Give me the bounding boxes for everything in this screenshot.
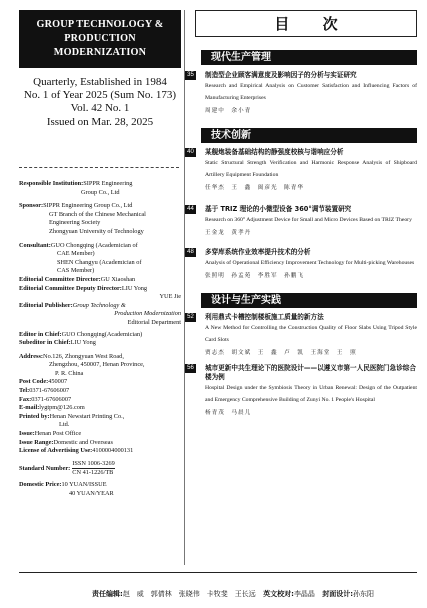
masthead-line-2: PRODUCTION MODERNIZATION — [53, 33, 147, 58]
article-title-en: Analysis of Operational Efficiency Improvement Technology for Multi-picking Warehouses — [205, 260, 415, 266]
footer-editor-label: 责任编辑: — [92, 590, 123, 598]
issue-date: Issued on Mar. 28, 2025 — [46, 115, 154, 128]
address-label: Address: — [19, 352, 44, 360]
sponsor-line-3: Engineering Society — [49, 219, 101, 227]
issue-value: Henan Post Office — [34, 430, 82, 438]
sponsor-label: Sponsor: — [19, 202, 44, 210]
page-number: 44 — [185, 205, 196, 214]
article-title-en: Static Structural Strength Verification and Harmonic Response Analysis of Shipboard Artillery Equipment Foundation — [205, 160, 417, 178]
standard-number-row — [19, 460, 181, 478]
article-title-en: A New Method for Controlling the Construction Quality of Floor Slabs Using Tripod Style Card Slots — [205, 325, 417, 343]
consultant-value: GUO Chongqing (Academician of — [50, 241, 138, 249]
editor-in-chief-label: Editor in Chief: — [19, 330, 62, 338]
fax-label: Fax: — [19, 395, 32, 403]
page-number: 56 — [185, 364, 196, 373]
issue-range-row — [19, 439, 181, 448]
page-number: 48 — [185, 248, 196, 257]
deputy-director-row — [19, 285, 181, 294]
article-title-zh: 利用鼎式卡槽控制楼板施工质量的新方法 — [205, 313, 324, 321]
article-title-en: Research on 360° Adjustment Device for Small and Micro Devices Based on TRIZ Theory — [205, 217, 412, 223]
page-number: 40 — [185, 148, 196, 157]
subeditor-label: Subeditor in Chief: — [19, 339, 71, 347]
address-line-2: Zhengzhou, 450007, Henan Province, — [49, 361, 145, 369]
deputy-director-label: Editorial Committee Deputy Director: — [19, 284, 122, 292]
consultant-line-2: CAE Member) — [57, 250, 95, 258]
article-title-zh: 城市更新中共生理论下的医院设计——以遵义市第一人民医院门急诊综合楼为例 — [205, 364, 416, 381]
editor-in-chief-value: GUO Chongqing(Academician) — [61, 330, 143, 338]
footer-cover-label: 封面设计: — [322, 590, 354, 598]
license-label: License of Advertising Use: — [19, 447, 93, 455]
responsible-label: Responsible Institution: — [19, 180, 84, 187]
publisher-label: Editorial Publisher: — [19, 301, 73, 309]
article-entry[interactable] — [187, 313, 417, 358]
footer-credits — [92, 589, 374, 599]
footer-rule — [19, 572, 417, 573]
editor-in-chief-row — [19, 331, 181, 340]
footer-proof-name: 李晶晶 — [293, 590, 315, 598]
issue-number: No. 1 of Year 2025 (Sum No. 173) — [23, 89, 177, 102]
post-code-row — [19, 378, 181, 387]
column-divider — [184, 10, 185, 565]
article-entry[interactable] — [187, 205, 417, 238]
standard-number-values — [72, 460, 115, 478]
domestic-price-value-2: 40 YUAN/YEAR — [69, 489, 114, 497]
contents-column — [187, 10, 417, 565]
tel-label: Tel: — [19, 387, 30, 395]
article-entry[interactable] — [187, 248, 417, 281]
standard-number-label: Standard Number: — [19, 464, 71, 472]
article-entry[interactable] — [187, 148, 417, 193]
issue-frequency: Quarterly, Established in 1984 — [33, 76, 167, 88]
footer-editor-names: 赵 威 郭倩林 张晓伟 卡牧斐 王长远 — [122, 590, 256, 598]
domestic-price-value: 10 YUAN/ISSUE — [61, 481, 107, 488]
editorial-director-label: Editorial Committee Director: — [19, 275, 101, 283]
consultant-line-4: CAS Member) — [57, 267, 95, 275]
printed-by-line-2: Ltd. — [59, 421, 70, 429]
tel-value: 0371-67606007 — [29, 387, 70, 395]
consultant-line-3: SHEN Changyu (Academician of — [57, 258, 142, 266]
email-label: E-mail: — [19, 404, 40, 412]
tel-row — [19, 387, 181, 396]
printed-by-label: Printed by: — [19, 412, 50, 420]
footer-proof-label: 英文校对: — [263, 590, 294, 598]
email-row — [19, 404, 181, 413]
printed-by-row — [19, 413, 181, 422]
page-number: 52 — [185, 313, 196, 322]
post-code-label: Post Code: — [19, 378, 49, 386]
address-row — [19, 353, 181, 362]
article-entry[interactable] — [187, 364, 417, 418]
section-header-technology-innovation: 技术创新 — [201, 128, 417, 143]
article-authors: 张照明 孙孟苑 李胜军 孙鹏飞 — [205, 273, 304, 279]
domestic-price-row — [19, 481, 181, 490]
publisher-row — [19, 302, 181, 311]
article-authors: 王金龙 黄孝丹 — [205, 230, 252, 236]
article-entry[interactable] — [187, 71, 417, 116]
dashed-divider — [19, 167, 179, 168]
section-header-modern-production-management: 现代生产管理 — [201, 50, 417, 65]
license-value: 4100004000131 — [92, 447, 134, 455]
publisher-line-3: Editorial Department — [127, 318, 181, 326]
printed-by-value: Henan Newstart Printing Co., — [49, 412, 125, 420]
sponsor-line-4: Zhongyuan University of Technology — [49, 227, 144, 235]
section-header-design-and-production-practice: 设计与生产实践 — [201, 293, 417, 308]
article-title-zh: 多穿库系统作业效率提升技术的分析 — [205, 248, 311, 256]
article-title-zh: 基于 TRIZ 理论的小微型设备 360°调节装置研究 — [205, 205, 352, 213]
article-title-zh: 某舰炮装备基础结构的静强度校核与谐响应分析 — [205, 148, 344, 156]
responsible-row — [19, 180, 181, 189]
issn-value: ISSN 1006-3269 — [72, 460, 115, 470]
issue-row — [19, 430, 181, 439]
deputy-director-value: LIU Yong — [121, 284, 148, 292]
issue-volume: Vol. 42 No. 1 — [70, 102, 130, 115]
sponsor-row — [19, 202, 181, 211]
article-authors: 周建中 余小青 — [205, 108, 252, 114]
sponsor-value: SIPPR Engineering Group Co., Ltd — [43, 202, 133, 210]
license-row — [19, 447, 181, 456]
deputy-director-value-2: YUE Jie — [159, 293, 181, 301]
issue-block — [19, 76, 181, 129]
article-title-en: Research and Empirical Analysis on Customer Satisfaction and Influencing Factors of Manufacturing Enterprises — [205, 83, 417, 101]
footer-cover-name: 孙东阳 — [353, 590, 375, 598]
masthead-line-1: GROUP TECHNOLOGY & — [36, 19, 164, 30]
article-authors: 杨青茂 马晨儿 — [205, 410, 252, 416]
article-title-en: Hospital Design under the Symbiosis Theory in Urban Renewal: Design of the Outpatient and Emergency Comprehensive Building of Zunyi No. 1 People's Hospital — [205, 385, 417, 403]
responsible-value: SIPPR Engineering — [83, 180, 133, 187]
domestic-price-label: Domestic Price: — [19, 481, 62, 488]
page-number: 35 — [185, 71, 196, 80]
issue-label: Issue: — [19, 430, 35, 438]
publisher-value: Group Technology & — [72, 301, 126, 309]
address-line-3: P. R. China — [55, 369, 84, 377]
contents-title: 目 次 — [195, 10, 417, 37]
article-title-zh: 制造型企业顾客满意度及影响因子的分析与实证研究 — [205, 71, 357, 79]
subeditor-row — [19, 339, 181, 348]
fax-row — [19, 396, 181, 405]
issue-range-value: Domestic and Overseas — [53, 438, 113, 446]
editorial-director-value: GU Xiaoshan — [100, 275, 136, 283]
cn-value: CN 41-1226/TB — [72, 469, 114, 477]
email-value: lygtpm@126.com — [39, 404, 85, 412]
masthead-column — [19, 10, 181, 565]
address-value: No.126, Zhongyuan West Road, — [43, 352, 124, 360]
journal-masthead — [19, 10, 181, 68]
editorial-director-row — [19, 276, 181, 285]
consultant-label: Consultant: — [19, 241, 51, 249]
fax-value: 0371-67606007 — [31, 395, 72, 403]
subeditor-value: LIU Yong — [70, 339, 96, 347]
article-authors: 任华杰 王 鑫 闽彦光 陈青华 — [205, 185, 304, 191]
publication-info — [19, 180, 181, 498]
post-code-value: 450007 — [48, 378, 68, 386]
publisher-line-2: Production Modernization — [114, 310, 181, 318]
consultant-row — [19, 242, 181, 251]
article-authors: 贾志杰 胡文斌 王 鑫 卢 凯 王海堂 王 照 — [205, 350, 357, 356]
sponsor-line-2: GT Branch of the Chinese Mechanical — [49, 210, 146, 218]
issue-range-label: Issue Range: — [19, 438, 54, 446]
responsible-value-2: Group Co., Ltd — [81, 188, 120, 196]
